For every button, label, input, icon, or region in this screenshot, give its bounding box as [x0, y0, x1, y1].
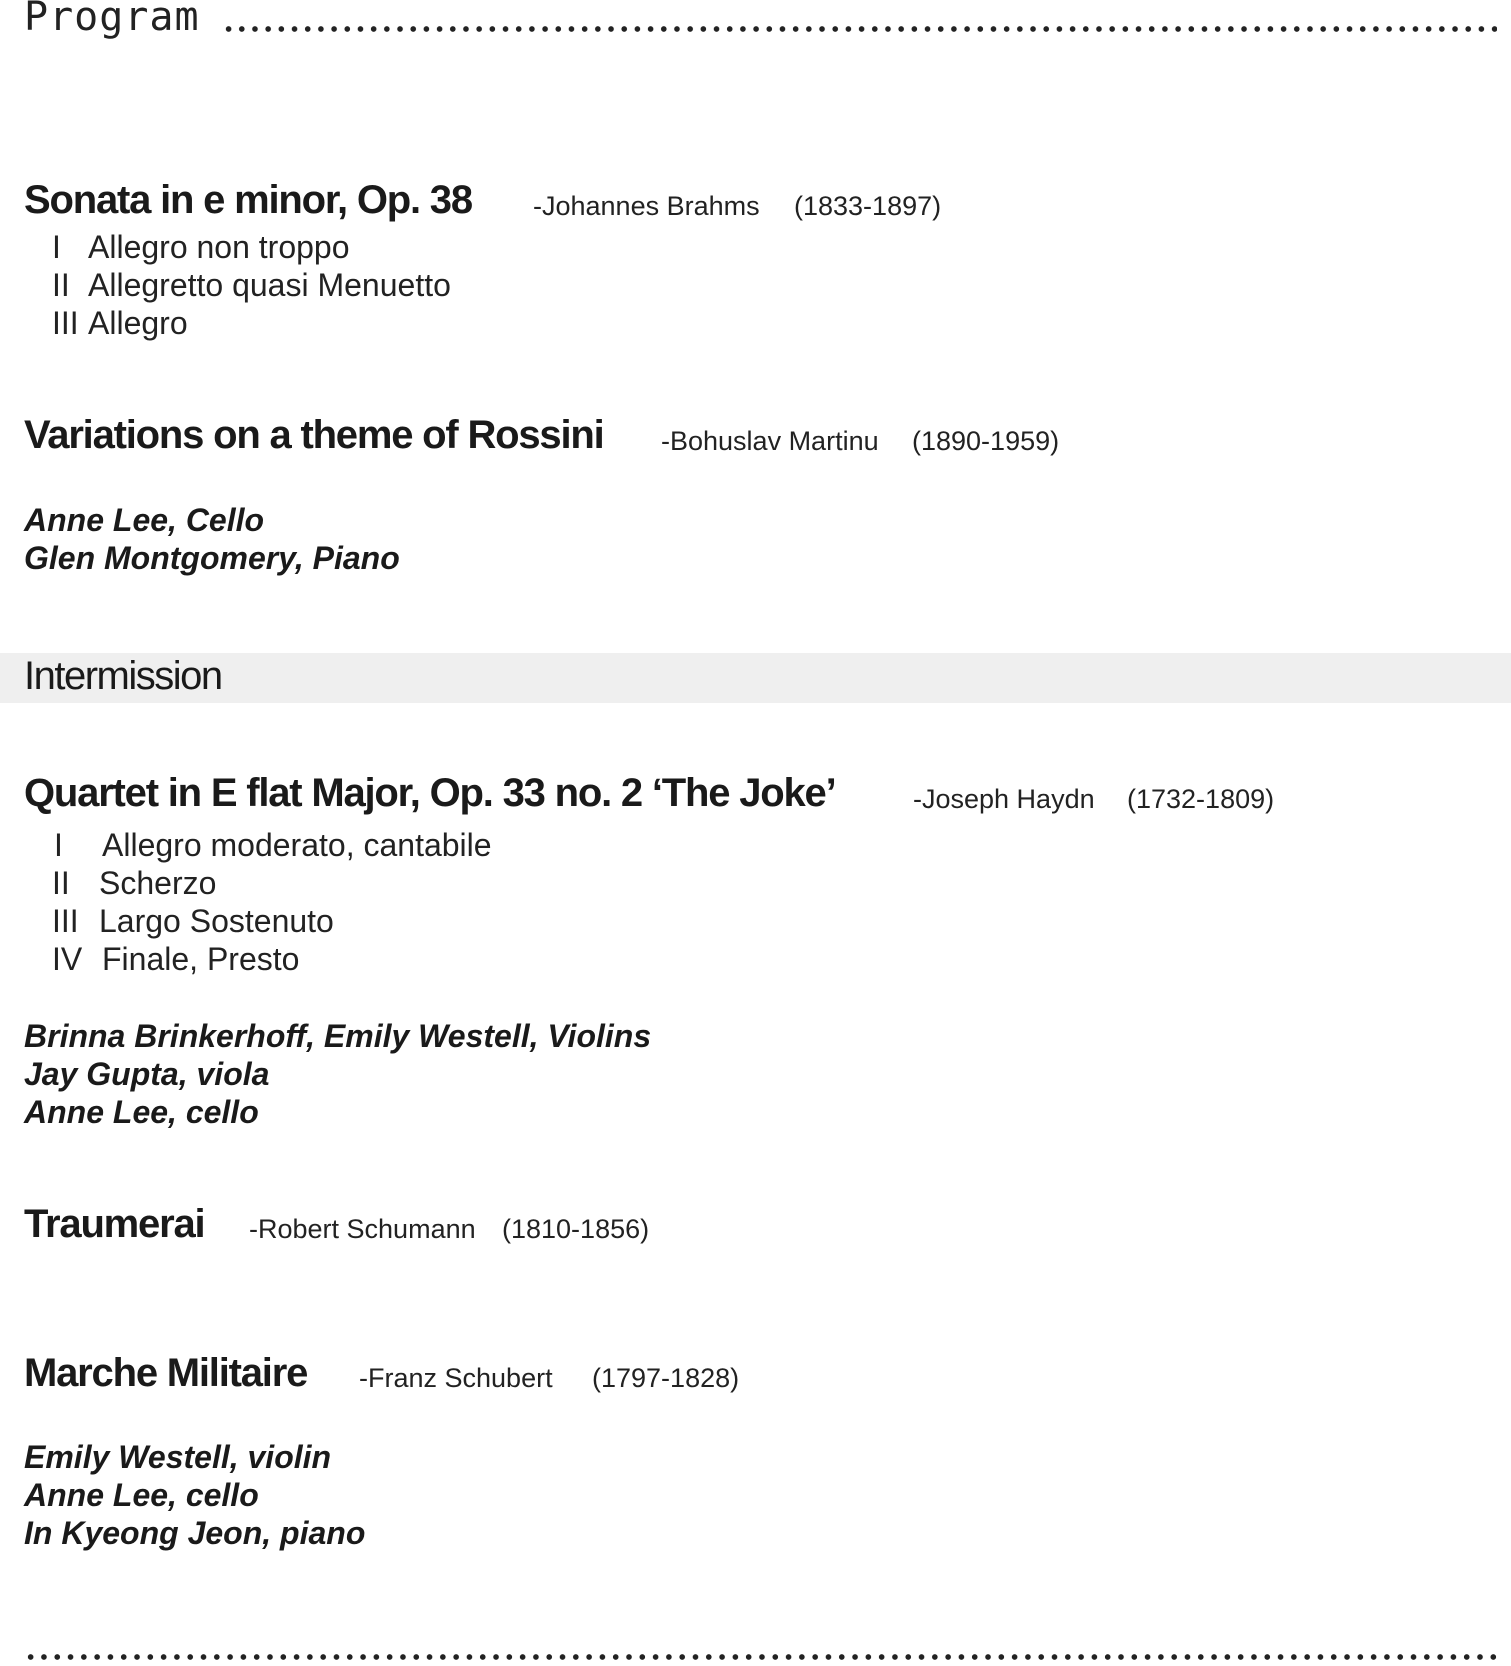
movement-name: Allegretto quasi Menuetto	[88, 267, 451, 303]
intermission-label: Intermission	[24, 654, 222, 698]
program-heading: Program	[24, 0, 200, 40]
composer-dates-schubert: (1797-1828)	[592, 1363, 740, 1393]
composer-dates-brahms: (1833-1897)	[794, 191, 942, 221]
performer-line: Anne Lee, cello	[24, 1094, 259, 1130]
composer-dates-haydn: (1732-1809)	[1127, 784, 1275, 814]
composer-dates-schumann: (1810-1856)	[502, 1214, 650, 1244]
movement-number: III	[52, 305, 79, 341]
performer-line: Brinna Brinkerhoff, Emily Westell, Violins	[24, 1018, 652, 1054]
movement-number: IV	[52, 941, 83, 977]
composer-schubert: -Franz Schubert	[359, 1363, 553, 1393]
composer-brahms: -Johannes Brahms	[533, 191, 760, 221]
piece-title-schumann-traumerai: Traumerai	[24, 1202, 205, 1246]
movement-name: Allegro moderato, cantabile	[102, 827, 492, 863]
movement-name: Allegro non troppo	[88, 229, 350, 265]
performer-line: Emily Westell, violin	[24, 1439, 332, 1475]
movement-name: Allegro	[88, 305, 188, 341]
movement-number: III	[52, 903, 79, 939]
composer-haydn: -Joseph Haydn	[913, 784, 1095, 814]
movement-number: II	[52, 865, 70, 901]
movement-number: II	[52, 267, 70, 303]
movement-name: Largo Sostenuto	[99, 903, 334, 939]
piece-title-martinu-variations: Variations on a theme of Rossini	[24, 413, 604, 457]
intermission-band	[0, 653, 1511, 703]
dotted-leader-top	[222, 24, 1497, 34]
piece-title-schubert-marche: Marche Militaire	[24, 1351, 308, 1395]
movement-name: Finale, Presto	[102, 941, 300, 977]
movement-number: I	[52, 229, 61, 265]
dotted-rule-bottom	[24, 1652, 1499, 1662]
movement-name: Scherzo	[99, 865, 217, 901]
performer-line: Jay Gupta, viola	[24, 1056, 270, 1092]
composer-schumann: -Robert Schumann	[249, 1214, 476, 1244]
composer-dates-martinu: (1890-1959)	[912, 426, 1060, 456]
piece-title-haydn-quartet: Quartet in E flat Major, Op. 33 no. 2 ‘The Joke’	[24, 771, 836, 815]
performer-line: Anne Lee, cello	[24, 1477, 259, 1513]
movement-number: I	[54, 827, 63, 863]
performer-line: In Kyeong Jeon, piano	[24, 1515, 366, 1551]
composer-martinu: -Bohuslav Martinu	[661, 426, 879, 456]
piece-title-brahms-sonata: Sonata in e minor, Op. 38	[24, 178, 472, 222]
performer-line: Glen Montgomery, Piano	[24, 540, 400, 576]
performer-line: Anne Lee, Cello	[24, 502, 265, 538]
